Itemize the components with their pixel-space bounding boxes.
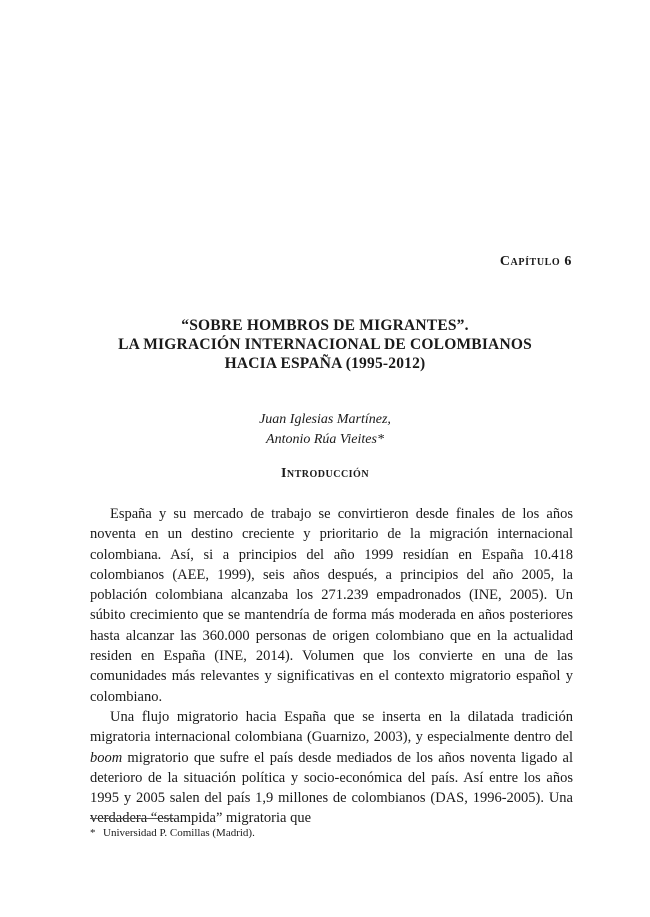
section-heading: Introducción [280, 466, 370, 481]
title-line-3: HACIA ESPAÑA (1995-2012) [224, 355, 426, 372]
footnote-text: Universidad P. Comillas (Madrid). [103, 827, 255, 839]
author-2 [60, 430, 590, 450]
footnote-mark: * [90, 827, 96, 839]
chapter-title [60, 316, 590, 373]
paragraph-2-text-b: migratorio que sufre el país desde mediados de los años noventa ligado al deterioro de la situación política y socio-económica del país. Así entre los años 1995 y 2005 salen del país 1,9 millones de colombianos (DAS, 1996-2005). Una verdadera “estampida” migratoria que [90, 749, 573, 827]
authors [60, 410, 590, 450]
body-text [90, 504, 573, 829]
footnote-divider [90, 818, 174, 819]
footnote [90, 826, 255, 840]
title-line-2: LA MIGRACIÓN INTERNACIONAL DE COLOMBIANOS [118, 336, 532, 353]
paragraph-1: España y su mercado de trabajo se convirtieron desde finales de los años noventa en un destino creciente y prioritario de la migración internacional colombiana. Así, si a principios del año 1999 residían en España 10.418 colombianos (AEE, 1999), seis años después, a principios del año 2005, la población colombiana alcanzaba los 271.239 empadronados (INE, 2005). Un súbito crecimiento que se mantendría de forma más moderada en años posteriores hasta alcanzar las 360.000 personas de origen colombiano que en la actualidad residen en España (INE, 2014). Volumen que los convierte en una de las comunidades más relevantes y significativas en el contexto migratorio español y colombiano. [90, 506, 573, 705]
paragraph-2-text-a: Una flujo migratorio hacia España que se inserta en la dilatada tradición migratoria internacional colombiana (Guarnizo, 2003), y especialmente dentro del [90, 708, 573, 746]
author-1: Juan Iglesias Martínez, [259, 412, 391, 427]
footnote-reference-mark: * [376, 432, 384, 447]
author-2-name: Antonio Rúa Vieites [266, 432, 377, 447]
chapter-label: Capítulo 6 [499, 254, 572, 269]
paragraph-2 [90, 707, 573, 829]
emphasis-boom: boom [90, 749, 123, 766]
title-line-1: “SOBRE HOMBROS DE MIGRANTES”. [181, 317, 469, 334]
